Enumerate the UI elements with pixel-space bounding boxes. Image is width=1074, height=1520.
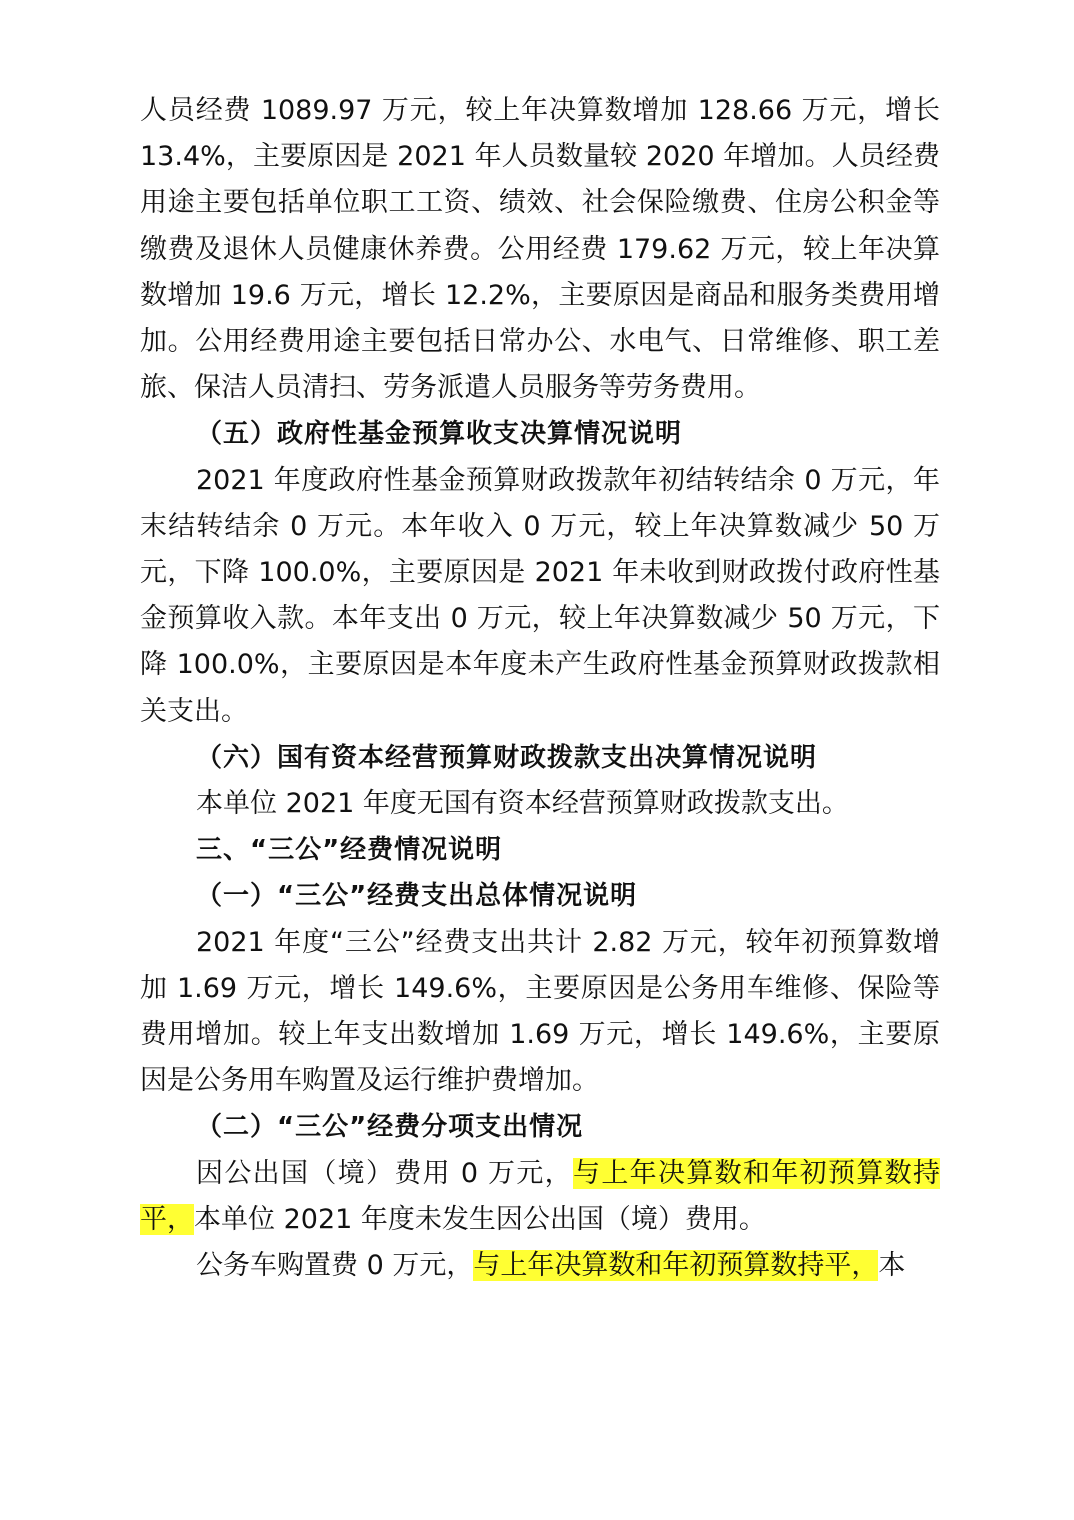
overseas-text: 因公出国（境）费用 0 万元， bbox=[196, 1157, 574, 1189]
vehicle-text-tail: 本 bbox=[878, 1250, 906, 1282]
paragraph-government-fund: 2021 年度政府性基金预算财政拨款年初结转结余 0 万元，年末结转结余 0 万元。本年收入 0 万元，较上年决算数减少 50 万元，下降 100.0%，主要原因是 2021 年未收到财政拨付政府性基金预算收入款。本年支出 0 万元，较上年决算数减少 50 万元，下降 100.0%，主要原因是本年度未产生政府性基金预算财政拨款相关支出。 bbox=[140, 464, 940, 727]
heading-three-public: 三、“三公”经费情况说明 bbox=[196, 835, 503, 866]
paragraph-vehicle-purchase bbox=[140, 1243, 940, 1289]
heading-state-capital: （六）国有资本经营预算财政拨款支出决算情况说明 bbox=[196, 742, 818, 773]
highlighted-text: 与上年决算数和年初预算数持平， bbox=[140, 1157, 941, 1235]
paragraph-overseas-travel bbox=[140, 1151, 940, 1243]
document-page bbox=[140, 88, 940, 1289]
paragraph-three-public-overall: 2021 年度“三公”经费支出共计 2.82 万元，较年初预算数增加 1.69 万元，增长 149.6%，主要原因是公务用车维修、保险等费用增加。较上年支出数增加 1.69 万元，增长 149.6%，主要原因是公务用车购置及运行维护费增加。 bbox=[140, 926, 940, 1097]
highlighted-text: 与上年决算数和年初预算数持平， bbox=[473, 1250, 879, 1282]
vehicle-text: 公务车购置费 0 万元， bbox=[196, 1250, 474, 1282]
paragraph-personnel-expenses: 人员经费 1089.97 万元，较上年决算数增加 128.66 万元，增长 13.4%，主要原因是 2021 年人员数量较 2020 年增加。人员经费用途主要包括单位职工工资、绩效、社会保险缴费、住房公积金等缴费及退休人员健康休养费。公用经费 179.62 万元，较上年决算数增加 19.6 万元，增长 12.2%，主要原因是商品和服务类费用增加。公用经费用途主要包括日常办公、水电气、日常维修、职工差旅、保洁人员清扫、劳务派遣人员服务等劳务费用。 bbox=[140, 95, 940, 404]
heading-government-fund: （五）政府性基金预算收支决算情况说明 bbox=[196, 419, 683, 450]
heading-three-public-overall: （一）“三公”经费支出总体情况说明 bbox=[196, 881, 638, 912]
heading-three-public-items: （二）“三公”经费分项支出情况 bbox=[196, 1112, 584, 1143]
paragraph-state-capital: 本单位 2021 年度无国有资本经营预算财政拨款支出。 bbox=[196, 788, 849, 820]
overseas-text-tail: 本单位 2021 年度未发生因公出国（境）费用。 bbox=[194, 1203, 766, 1235]
